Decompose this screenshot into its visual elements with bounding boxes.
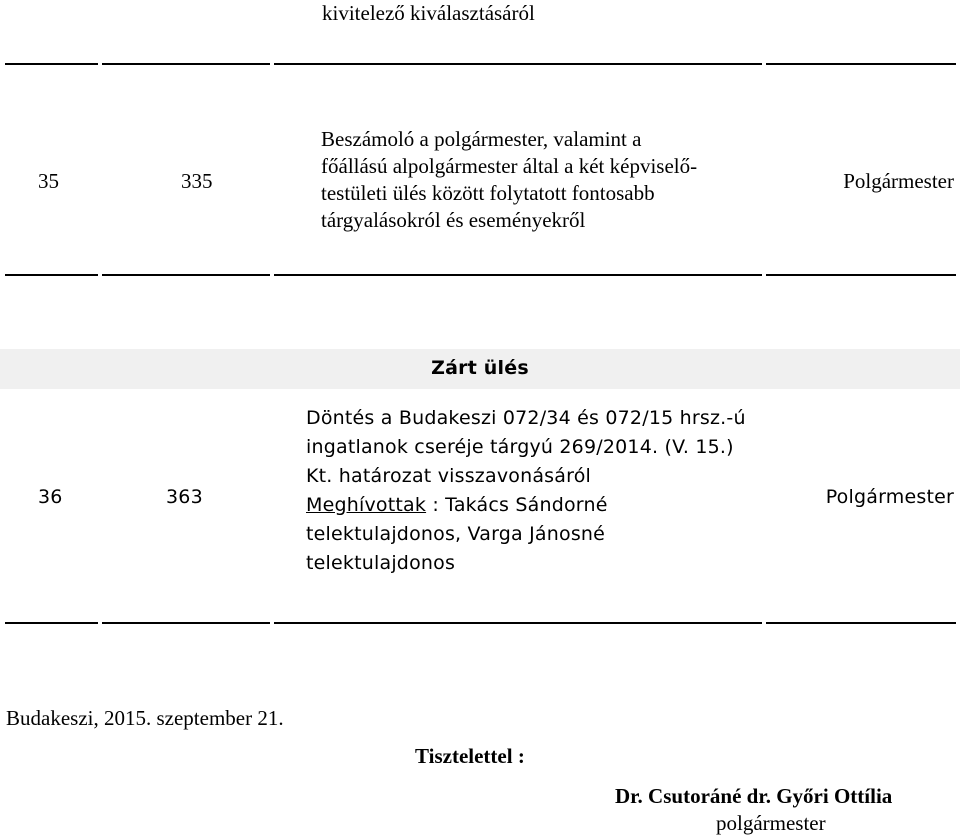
description-line: testületi ülés között folytatott fontosabb	[321, 181, 655, 205]
item-description	[321, 126, 697, 234]
item-number: 35	[38, 169, 59, 193]
description-line: főállású alpolgármester által a két képviselő-	[321, 154, 698, 178]
description-line: telektulajdonos, Varga Jánosné	[306, 523, 606, 545]
item-presenter: Polgármester	[825, 486, 954, 508]
description-line: Beszámoló a polgármester, valamint a	[321, 127, 642, 151]
description-line: Kt. határozat visszavonásáról	[306, 465, 592, 487]
closed-session-title: Zárt ülés	[431, 357, 529, 379]
item-presenter: Polgármester	[843, 169, 954, 193]
description-line: telektulajdonos	[306, 552, 456, 574]
invitees-line	[306, 491, 746, 520]
description-line: tárgyalásokról és eseményekről	[321, 208, 586, 232]
invitees-text: : Takács Sándorné	[426, 494, 608, 516]
invitees-label: Meghívottak	[306, 494, 427, 516]
signer-name: Dr. Csutoráné dr. Győri Ottília	[615, 784, 893, 808]
item-code: 363	[166, 486, 203, 508]
signer-title: polgármester	[716, 811, 826, 835]
item-description	[306, 404, 746, 578]
previous-item-tail: kivitelező kiválasztásáról	[322, 1, 535, 25]
item-number: 36	[38, 486, 63, 508]
item-code: 335	[181, 169, 213, 193]
description-line: ingatlanok cseréje tárgyú 269/2014. (V. 15.)	[306, 436, 734, 458]
greeting: Tisztelettel :	[415, 744, 525, 768]
description-line: Döntés a Budakeszi 072/34 és 072/15 hrsz.-ú	[306, 407, 746, 429]
date-line: Budakeszi, 2015. szeptember 21.	[6, 706, 284, 730]
